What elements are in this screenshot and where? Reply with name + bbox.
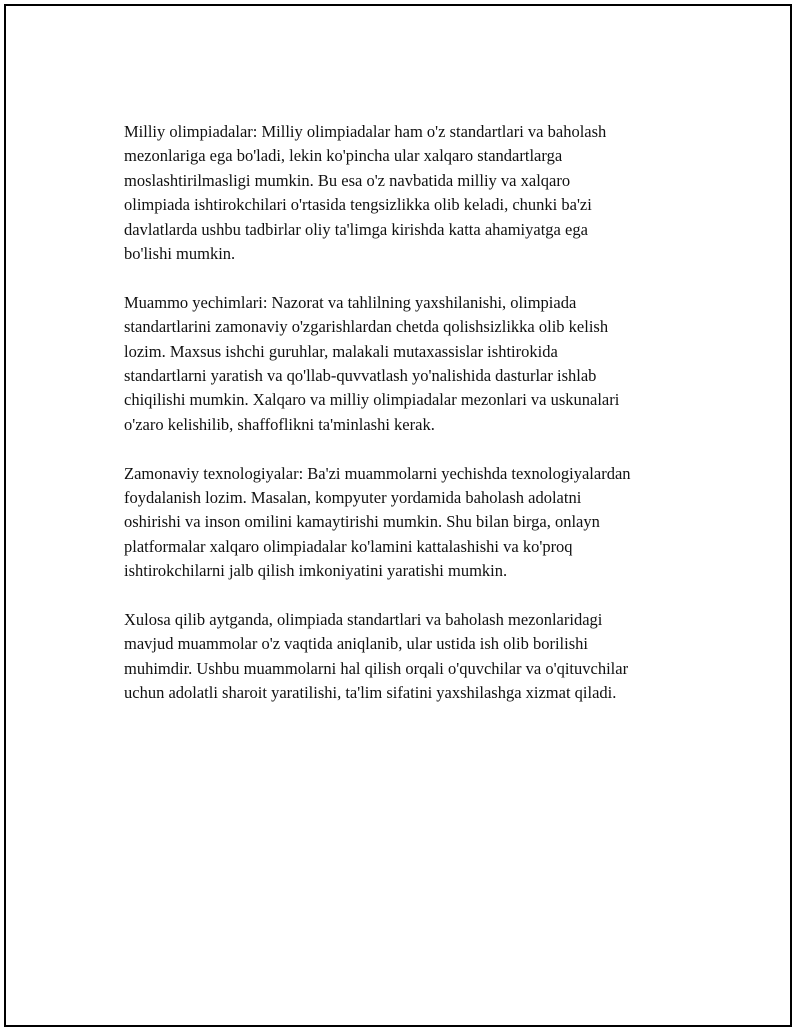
text-line: standartlarni yaratish va qo'llab-quvvatlash yo'nalishida dasturlar ishlab xyxy=(124,366,597,386)
text-line: ishtirokchilarni jalb qilish imkoniyatini yaratishi mumkin. xyxy=(124,561,508,581)
text-line: oshirishi va inson omilini kamaytirishi mumkin. Shu bilan birga, onlayn xyxy=(124,512,600,532)
text-line: foydalanish lozim. Masalan, kompyuter yordamida baholash adolatni xyxy=(124,488,582,508)
text-line: bo'lishi mumkin. xyxy=(124,244,236,264)
text-line: o'zaro kelishilib, shaffoflikni ta'minlashi kerak. xyxy=(124,414,435,434)
text-line: davlatlarda ushbu tadbirlar oliy ta'limga kirishda katta ahamiyatga ega xyxy=(124,219,588,239)
text-line: mavjud muammolar o'z vaqtida aniqlanib, ular ustida ish olib borilishi xyxy=(124,634,588,654)
text-line: platformalar xalqaro olimpiadalar ko'lamini kattalashishi va ko'proq xyxy=(124,536,573,556)
text-line: muhimdir. Ushbu muammolarni hal qilish orqali o'quvchilar va o'qituvchilar xyxy=(124,658,629,678)
paragraph-xulosa xyxy=(124,608,704,706)
paragraph-muammo-yechimlari xyxy=(124,291,704,437)
text-line: mezonlariga ega bo'ladi, lekin ko'pincha ular xalqaro standartlarga xyxy=(124,146,563,166)
text-line: standartlarini zamonaviy o'zgarishlardan chetda qolishsizlikka olib kelish xyxy=(124,317,609,337)
paragraph-milliy-olimpiadalar xyxy=(124,120,704,266)
text-line: Zamonaviy texnologiyalar: Ba'zi muammolarni yechishda texnologiyalardan xyxy=(124,463,631,483)
text-line: moslashtirilmasligi mumkin. Bu esa o'z navbatida milliy va xalqaro xyxy=(124,170,571,190)
text-line: Milliy olimpiadalar: Milliy olimpiadalar ham o'z standartlari va baholash xyxy=(124,122,607,141)
text-line: uchun adolatli sharoit yaratilishi, ta'lim sifatini yaxshilashga xizmat qiladi. xyxy=(124,683,617,703)
page-frame xyxy=(4,4,792,1027)
text-line: olimpiada ishtirokchilari o'rtasida tengsizlikka olib keladi, chunki ba'zi xyxy=(124,195,592,215)
text-line: Xulosa qilib aytganda, olimpiada standartlari va baholash mezonlaridagi xyxy=(124,610,603,630)
text-line: lozim. Maxsus ishchi guruhlar, malakali mutaxassislar ishtirokida xyxy=(124,341,558,361)
paragraph-zamonaviy-texnologiyalar xyxy=(124,462,704,584)
document-body xyxy=(124,120,704,730)
text-line: chiqilishi mumkin. Xalqaro va milliy olimpiadalar mezonlari va uskunalari xyxy=(124,390,620,410)
text-line: Muammo yechimlari: Nazorat va tahlilning yaxshilanishi, olimpiada xyxy=(124,292,577,312)
